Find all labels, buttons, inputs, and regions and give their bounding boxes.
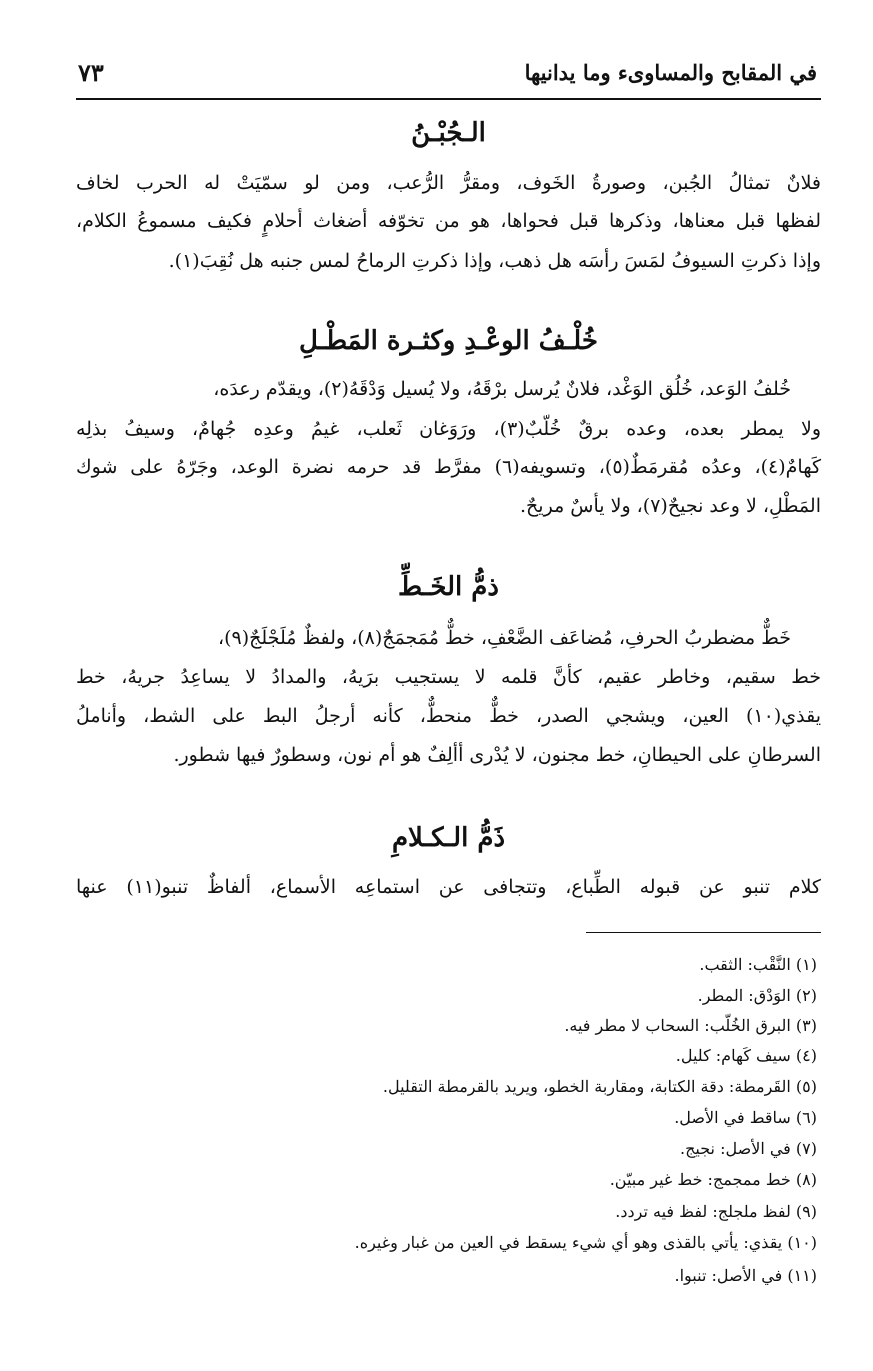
paragraph-line: يقذي(١٠) العين، ويشجي الصدر، خطٌّ منحطٌّ، كأنه أرجلُ البط على الشط، وأناملُ [76, 705, 821, 727]
paragraph-line: خط سقيم، وخاطر عقيم، كأنَّ قلمه لا يستجيب برَيهُ، والمدادُ لا يساعِدُ جريهُ، خط [76, 666, 821, 688]
paragraph-line: المَطْلِ، لا وعد نجيحٌ(٧)، ولا يأسٌ مريحٌ. [520, 495, 821, 517]
footnote: (٩) لفظ ملجلج: لفظ فيه تردد. [615, 1202, 817, 1221]
footnote: (٧) في الأصل: نجيج. [679, 1139, 817, 1158]
section-title: ذمُّ الخَـطِّ [398, 572, 499, 602]
footnote: (١١) في الأصل: تنبوا. [674, 1266, 817, 1285]
footnote: (٢) الوَدْق: المطر. [697, 986, 817, 1005]
paragraph-line: ولا يمطر بعده، وعده برقٌ خُلّبٌ(٣)، ورَوَغان ثَعلب، غيمُ وعدِه جُهامٌ، وسيفُ بذلِه [76, 418, 821, 440]
header-rule [76, 98, 821, 100]
paragraph-line: لفظها قبل معناها، وذكرها قبل فحواها، هو من تخوّفه أضغاث أحلامٍ فكيف مسموعُ الكلام، [76, 210, 821, 232]
footnote: (١) النَّقْب: الثقب. [699, 955, 817, 974]
footnote: (٤) سيف كَهام: كليل. [675, 1046, 817, 1065]
section-title: الـجُبْـنُ [411, 118, 486, 148]
paragraph-line: خَطٌّ مضطربُ الحرفِ، مُضاعَف الضَّعْفِ، خطٌّ مُمَجمَجٌ(٨)، ولفظٌ مُلَجْلَجٌ(٩)، [217, 627, 791, 649]
footnote-rule [586, 932, 821, 933]
footnote: (٥) القَرمطة: دقة الكتابة، ومقاربة الخطو، ويريد بالقرمطة التقليل. [382, 1077, 817, 1096]
paragraph-line: خُلفُ الوَعد، خُلُق الوَغْد، فلانٌ يُرسل برْقَهُ، ولا يُسيل وَدْقَهُ(٢)، ويقدّم رعدَه، [213, 378, 791, 400]
footnote: (٦) ساقط في الأصل. [674, 1108, 817, 1127]
footnote: (١٠) يقذي: يأتي بالقذى وهو أي شيء يسقط في العين من غبار وغيره. [354, 1233, 817, 1252]
section-title: ذَمُّ الـكـلامِ [391, 823, 506, 853]
footnote: (٨) خط ممجمج: خط غير مبيّن. [609, 1170, 817, 1189]
footnote: (٣) البرق الخُلّب: السحاب لا مطر فيه. [564, 1016, 817, 1035]
paragraph-line: وإذا ذكرتِ السيوفُ لمَسَ رأسَه هل ذهب، وإذا ذكرتِ الرماحُ لمس جنبه هل نُقِبَ(١). [168, 250, 821, 272]
paragraph-line: كَهامٌ(٤)، وعدُه مُقرمَطٌ(٥)، وتسويفه(٦) مفرَّط قد حرمه نضرة الوعد، وجَرّهُ على شوك [76, 456, 822, 478]
paragraph-line: فلانٌ تمثالُ الجُبن، وصورةُ الخَوف، ومقرُّ الرُّعب، ومن لو سمّيَتْ له الحرب لخاف [76, 172, 821, 194]
running-title: في المقابح والمساوىء وما يدانيها [524, 60, 817, 85]
section-title: خُلْـفُ الوعْـدِ وكثـرة المَطْـلِ [299, 326, 598, 356]
paragraph-line: السرطانِ على الحيطانِ، خط مجنون، لا يُدْرى أألِفٌ هو أم نون، وسطورٌ فيها شطور. [173, 744, 821, 766]
paragraph-line: كلام تنبو عن قبوله الطِّباع، وتتجافى عن استماعِه الأسماع، ألفاظٌ تنبو(١١) عنها [76, 876, 821, 898]
page-number: ٧٣ [78, 58, 104, 87]
